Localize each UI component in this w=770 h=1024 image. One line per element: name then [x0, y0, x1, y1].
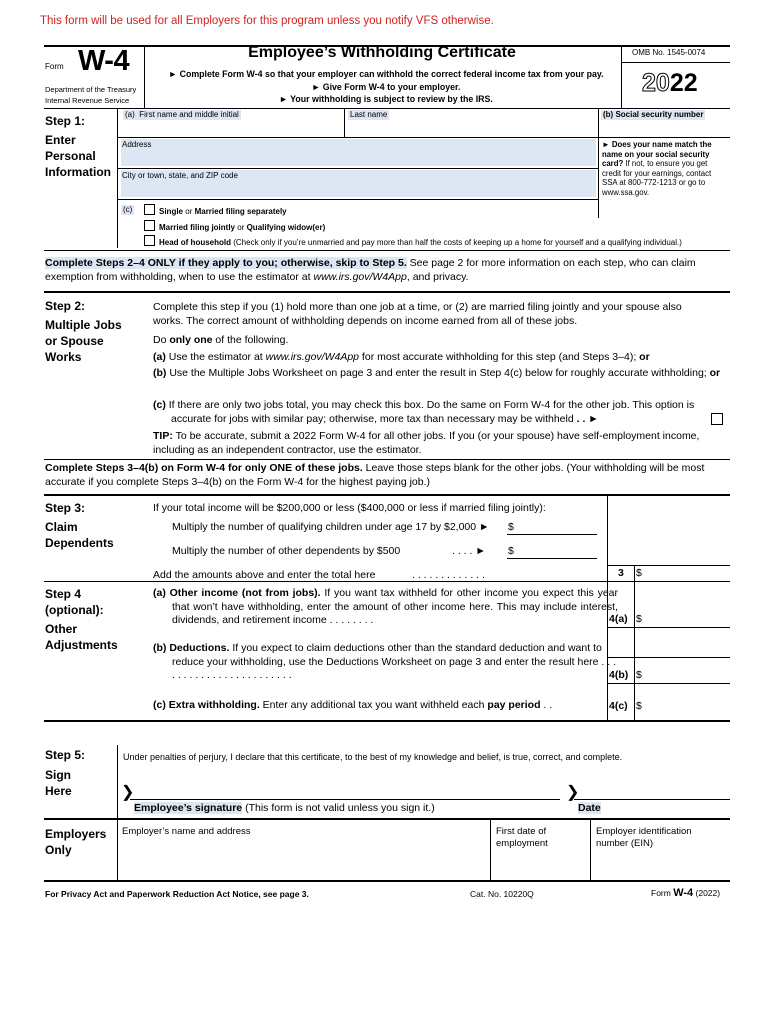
step1-title: Step 1: [45, 114, 86, 128]
step3-other-line: Multiply the number of other dependents by $500 [172, 545, 401, 557]
omb-number: OMB No. 1545-0074 [632, 48, 706, 57]
date-arrow: ❯ [566, 784, 580, 801]
irs-label: Internal Revenue Service [45, 96, 130, 105]
date-label: Date [578, 802, 601, 814]
step4-b: (b) Deductions. If you expect to claim deductions other than the standard deduction and want to reduce your withholding, use the Deductions Worksheet on page 3 and enter the result here . . . . . . . . . . . . . . . . . . . . . . . . [153, 642, 617, 681]
step3-subtitle: Claim Dependents [45, 520, 114, 550]
step3-title: Step 3: [45, 501, 86, 515]
step5-subtitle: Sign Here [45, 768, 72, 798]
employer-name-input[interactable] [118, 840, 490, 878]
privacy-notice: For Privacy Act and Paperwork Reduction Act Notice, see page 3. [45, 889, 309, 899]
footer-form: Form W-4 (2022) [651, 887, 721, 899]
employer-name-label: Employer’s name and address [122, 826, 251, 837]
line-4a-dollar: $ [636, 613, 642, 625]
ein-label: Employer identification number (EIN) [596, 826, 692, 849]
address-input[interactable] [121, 139, 596, 166]
perjury-statement: Under penalties of perjury, I declare that this certificate, to the best of my knowledge and belief, is true, correct, and complete. [123, 752, 623, 762]
line-4c-number: 4(c) [609, 700, 628, 712]
step3-children-line: Multiply the number of qualifying children under age 17 by $2,000 ► [172, 521, 490, 533]
filing-status-label: (c) [123, 205, 133, 214]
step3-total-dots: . . . . . . . . . . . . . [412, 569, 485, 581]
form-name: W-4 [78, 45, 130, 77]
line-3-number: 3 [618, 567, 624, 579]
ssn-note: ► Does your name match the name on your social security card? If not, to ensure you get credit for your earnings, contact SSA at 800-772-1213 or go to www.ssa.gov. [602, 140, 712, 197]
step2-tip: TIP: To be accurate, submit a 2022 Form W-4 for all other jobs. If you (or your spouse) have self-employment income, including as an independent contractor, use the estimator. [153, 430, 700, 456]
signature-arrow: ❯ [121, 784, 135, 801]
signature-label: Employee’s signature (This form is not valid unless you sign it.) [134, 802, 435, 814]
employers-title: Employers Only [45, 827, 107, 857]
other-dollar: $ [508, 545, 514, 557]
two-jobs-checkbox[interactable] [711, 413, 723, 425]
step4-subtitle: Other Adjustments [45, 622, 118, 652]
step2-option-c: (c) If there are only two jobs total, you may check this box. Do the same on Form W-4 for the other job. This option is accurate for jobs with similar pay; otherwise, more tax than necessary may be withheld . . ► [153, 399, 695, 425]
date-line[interactable] [574, 799, 730, 800]
form-title: Employee’s Withholding Certificate [248, 44, 516, 61]
vfs-notice: This form will be used for all Employers for this program unless you notify VFS otherwise. [40, 15, 494, 27]
form-word: Form [45, 62, 64, 71]
cat-number: Cat. No. 10220Q [470, 889, 534, 899]
step4-title: Step 4 (optional): [45, 587, 104, 617]
step2-subtitle: Multiple Jobs or Spouse Works [45, 318, 122, 364]
header-line-3: ► Your withholding is subject to review by the IRS. [279, 94, 493, 104]
filing-status-options [144, 204, 682, 251]
step4-c: (c) Extra withholding. Enter any additional tax you want withheld each pay period . . [153, 699, 553, 711]
step3-other-dots: . . . . ► [452, 545, 486, 557]
step2-intro: Complete this step if you (1) hold more than one job at a time, or (2) are married filing jointly and your spouse also works. The correct amount of withholding depends on income earned from all of these jobs. [153, 301, 682, 327]
step1-a-label: (a) First name and middle initial [125, 110, 239, 119]
other-amount-input[interactable] [507, 558, 597, 559]
single-checkbox[interactable] [144, 204, 155, 215]
step2-title: Step 2: [45, 299, 86, 313]
address-label: Address [122, 140, 152, 149]
line-4b-dollar: $ [636, 669, 642, 681]
line-4a-number: 4(a) [609, 613, 628, 625]
steps34-note: Complete Steps 3–4(b) on Form W-4 for only ONE of these jobs. Leave those steps blank for the other jobs. (Your withholding will be most accurate if you complete Steps 3–4(b) on the Form W-4 for the highest paying job.) [45, 462, 705, 488]
step4-a: (a) Other income (not from jobs). If you want tax withheld for other income you expect this year that won’t have withholding, enter the amount of other income here. This may include interest, dividends, and retirement income . . . . . . . . [153, 587, 618, 626]
children-amount-input[interactable] [507, 534, 597, 535]
tax-year: 2022 [642, 69, 698, 97]
line-3-dollar: $ [636, 567, 642, 579]
option-married-joint[interactable]: Married filing jointly or Qualifying widow(er) [144, 220, 682, 236]
married-checkbox[interactable] [144, 220, 155, 231]
step3-total: Add the amounts above and enter the total here [153, 569, 376, 581]
children-dollar: $ [508, 521, 514, 533]
instructions: Complete Steps 2–4 ONLY if they apply to you; otherwise, skip to Step 5. See page 2 for more information on each step, who can claim exemption from withholding, when to use the estimator at www.irs.gov/W4App, and privacy. [45, 257, 696, 283]
step2-option-b: (b) Use the Multiple Jobs Worksheet on page 3 and enter the result in Step 4(c) below for roughly accurate withholding; or [153, 367, 721, 379]
last-name-label: Last name [350, 110, 388, 119]
ssn-label: (b) Social security number [603, 110, 704, 119]
option-single[interactable]: Single or Married filing separately [144, 204, 682, 220]
header-line-1: ► Complete Form W-4 so that your employer can withhold the correct federal income tax from your pay. [168, 69, 604, 79]
step5-title: Step 5: [45, 748, 86, 762]
first-date-label: First date of employment [496, 826, 548, 849]
line-4c-dollar: $ [636, 700, 642, 712]
step3-intro: If your total income will be $200,000 or less ($400,000 or less if married filing jointly): [153, 502, 546, 514]
signature-line[interactable] [130, 799, 560, 800]
option-head-of-household[interactable]: Head of household (Check only if you’re unmarried and pay more than half the costs of keeping up a home for yourself and a qualifying individual.) [144, 235, 682, 251]
header-line-2: ► Give Form W-4 to your employer. [311, 81, 461, 92]
step2-do-only: Do only one of the following. [153, 334, 289, 346]
step1-subtitle: Enter Personal Information [45, 133, 111, 179]
step2-option-a: (a) Use the estimator at www.irs.gov/W4App for most accurate withholding for this step (and Steps 3–4); or [153, 351, 650, 363]
hoh-checkbox[interactable] [144, 235, 155, 246]
department: Department of the Treasury [45, 85, 137, 94]
city-label: City or town, state, and ZIP code [122, 171, 238, 180]
line-4b-number: 4(b) [609, 669, 629, 681]
